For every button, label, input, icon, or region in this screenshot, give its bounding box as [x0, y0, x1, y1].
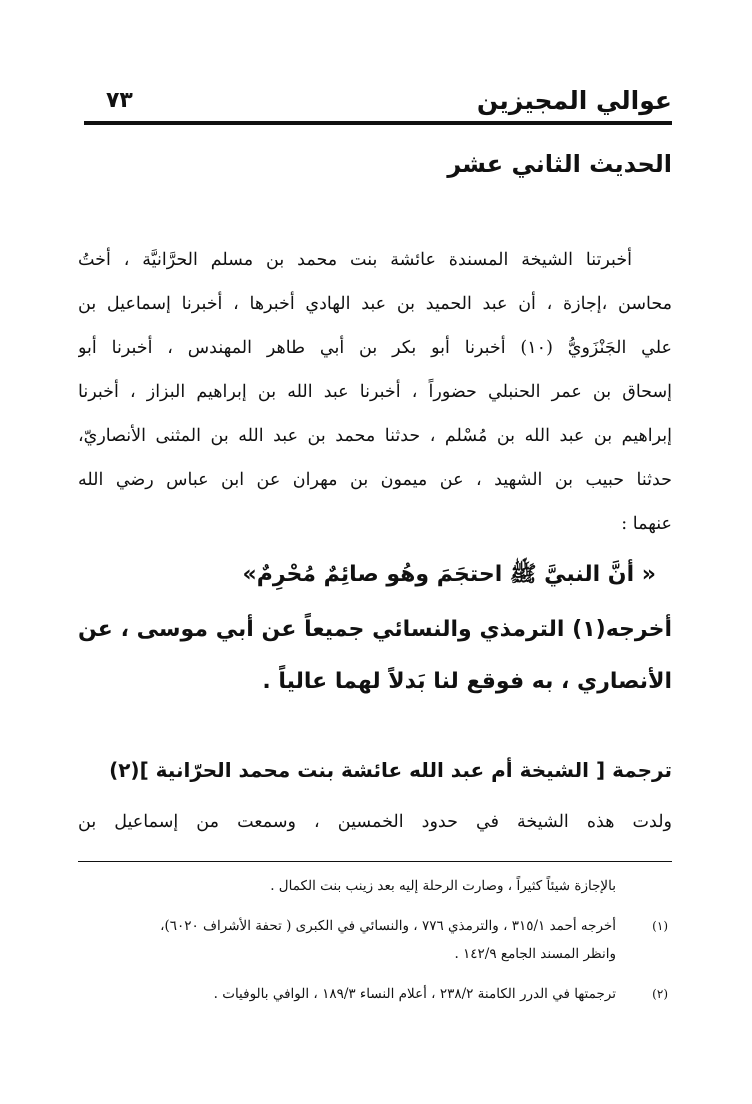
text-line: إبراهيم بن عبد الله بن مُسْلم ، حدثنا محمد بن عبد الله بن المثنى الأنصاريّ، [78, 426, 672, 446]
footnote-number: (٢) [652, 987, 668, 1001]
footnote-separator [78, 861, 672, 862]
text-line: حدثنا حبيب بن الشهيد ، عن ميمون بن مهران عن ابن عباس رضي الله [78, 470, 672, 490]
text-line: محاسن ،إجازة ، أن عبد الحميد بن عبد الهادي أخبرها ، أخبرنا إسماعيل بن [78, 294, 672, 314]
footnote-text: بالإجازة شيئاً كثيراً ، وصارت الرحلة إليه بعد زينب بنت الكمال . [270, 878, 616, 894]
hadith-text: « أنَّ النبيَّ ﷺ احتجَمَ وهُو صائِمٌ مُحْرِمٌ» [242, 562, 656, 587]
footnote-item [78, 912, 672, 940]
footnote-continuation [78, 872, 672, 900]
footnote-text: وانظر المسند الجامع ١٤٢/٩ . [454, 946, 616, 962]
takhrij-line: الأنصاري ، به فوقع لنا بَدلاً لهما عالياً . [262, 669, 672, 694]
text-line: علي الجَنْزَويُّ (١٠) أخبرنا أبو بكر بن أبي طاهر المهندس ، أخبرنا أبو [78, 338, 672, 358]
running-header [86, 80, 672, 122]
takhrij-paragraph [78, 604, 672, 708]
isnad-paragraph [78, 238, 672, 546]
footnote-item-continuation [78, 940, 672, 968]
text-line: إسحاق بن عمر الحنبلي حضوراً ، أخبرنا عبد الله بن إبراهيم البزاز ، أخبرنا [78, 382, 672, 402]
footnote-number: (١) [652, 919, 668, 933]
footnote-text: ترجمتها في الدرر الكامنة ٢٣٨/٢ ، أعلام النساء ١٨٩/٣ ، الوافي بالوفيات . [213, 986, 616, 1002]
text-line: عنهما : [621, 514, 672, 534]
takhrij-line: أخرجه(١) الترمذي والنسائي جميعاً عن أبي موسى ، عن [78, 617, 672, 642]
biography-heading: ترجمة [ الشيخة أم عبد الله عائشة بنت محمد الحرّانية ](٢) [109, 758, 672, 782]
running-header-title: عوالي المجيزين [476, 86, 672, 115]
footnotes [78, 872, 672, 1008]
footnote-item [78, 980, 672, 1008]
header-rule [84, 121, 672, 125]
biography-text: ولدت هذه الشيخة في حدود الخمسين ، وسمعت من إسماعيل بن [78, 812, 672, 832]
footnote-text: أخرجه أحمد ٣١٥/١ ، والترمذي ٧٧٦ ، والنسائي في الكبرى ( تحفة الأشراف ٦٠٢٠)، [160, 918, 616, 934]
text-line: أخبرتنا الشيخة المسندة عائشة بنت محمد بن مسلم الحرَّانيَّة ، أختُ [78, 250, 632, 270]
page-number: ٧٣ [106, 88, 133, 113]
section-title: الحديث الثاني عشر [447, 150, 672, 178]
